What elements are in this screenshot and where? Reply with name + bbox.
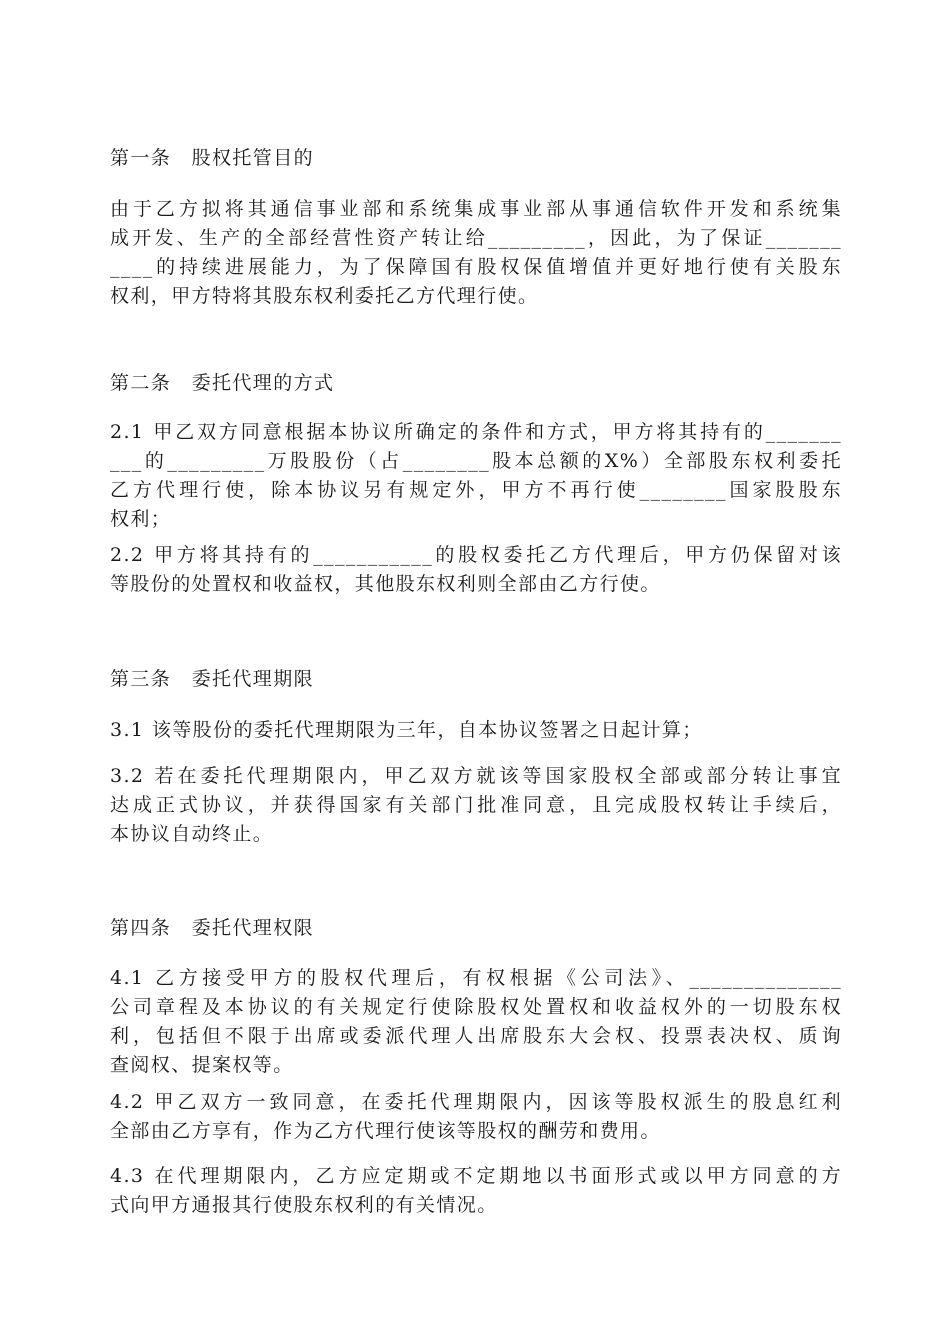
paragraph-line: 4.1 乙方接受甲方的股权代理后，有权根据《公司法》、______________ [110, 967, 842, 989]
paragraph-line: 4.3 在代理期限内，乙方应定期或不定期地以书面形式或以甲方同意的方 [110, 1165, 842, 1187]
paragraph-line: 乙方代理行使，除本协议另有规定外，甲方不再行使________国家股股东 [110, 479, 842, 501]
paragraph-line: ____的持续进展能力，为了保障国有股权保值增值并更好地行使有关股东 [110, 256, 842, 278]
paragraph-line: 3.2 若在委托代理期限内，甲乙双方就该等国家股权全部或部分转让事宜 [110, 765, 842, 787]
paragraph-line: 公司章程及本协议的有关规定行使除股权处置权和收益权外的一切股东权 [110, 996, 842, 1018]
section-4-paragraph-1 [110, 964, 842, 1080]
section-3-paragraph-1 [110, 716, 842, 745]
paragraph-line: 2.2 甲方将其持有的___________的股权委托乙方代理后，甲方仍保留对该 [110, 544, 842, 566]
section-2-heading: 第二条 委托代理的方式 [110, 372, 335, 394]
paragraph-line: 2.1 甲乙双方同意根据本协议所确定的条件和方式，甲方将其持有的_______ [110, 421, 842, 443]
paragraph-line: 由于乙方拟将其通信事业部和系统集成事业部从事通信软件开发和系统集 [110, 198, 842, 220]
section-3-paragraph-2 [110, 762, 842, 849]
paragraph-line: ___的_________万股股份（占________股本总额的X%）全部股东权利委托 [110, 450, 842, 472]
paragraph-line: 3.1 该等股份的委托代理期限为三年，自本协议签署之日起计算； [110, 719, 703, 741]
paragraph-line: 等股份的处置权和收益权，其他股东权利则全部由乙方行使。 [110, 573, 661, 595]
section-2-paragraph-2 [110, 541, 842, 599]
paragraph-line: 权利，甲方特将其股东权利委托乙方代理行使。 [110, 285, 539, 307]
paragraph-line: 全部由乙方享有，作为乙方代理行使该等股权的酬劳和费用。 [110, 1120, 661, 1142]
section-4-paragraph-2 [110, 1088, 842, 1146]
section-4-paragraph-3 [110, 1162, 842, 1220]
paragraph-line: 成开发、生产的全部经营性资产转让给_________，因此，为了保证_______ [110, 227, 842, 249]
section-2-paragraph-1 [110, 418, 842, 534]
paragraph-line: 查阅权、提案权等。 [110, 1054, 294, 1076]
document-page [110, 0, 842, 1344]
section-1-paragraph-1 [110, 195, 842, 311]
section-3-heading: 第三条 委托代理期限 [110, 668, 315, 690]
section-4-heading: 第四条 委托代理权限 [110, 917, 315, 939]
paragraph-line: 达成正式协议，并获得国家有关部门批准同意，且完成股权转让手续后， [110, 794, 842, 816]
paragraph-line: 本协议自动终止。 [110, 823, 274, 845]
paragraph-line: 式向甲方通报其行使股东权利的有关情况。 [110, 1194, 498, 1216]
section-1-heading: 第一条 股权托管目的 [110, 147, 315, 169]
paragraph-line: 4.2 甲乙双方一致同意，在委托代理期限内，因该等股权派生的股息红利 [110, 1091, 842, 1113]
paragraph-line: 利，包括但不限于出席或委派代理人出席股东大会权、投票表决权、质询 [110, 1025, 842, 1047]
paragraph-line: 权利； [110, 508, 172, 530]
